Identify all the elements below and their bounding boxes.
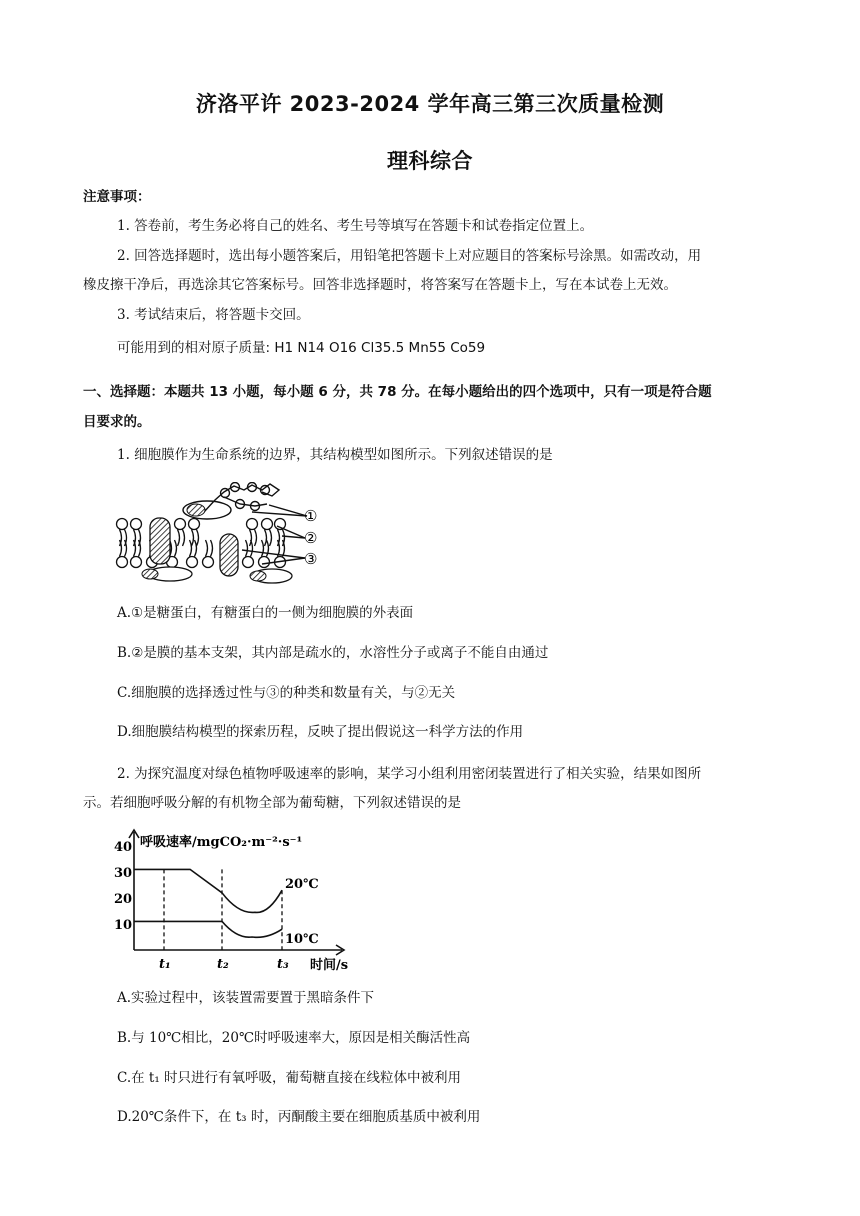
q1-option-c: C.细胞膜的选择透过性与③的种类和数量有关，与②无关 (117, 685, 456, 701)
section-heading: 一、选择题：本题共 13 小题，每小题 6 分，共 78 分。在每小题给出的四个选项中，只有一项是符合题 (83, 384, 712, 400)
lipid-tail (125, 540, 127, 557)
respiration-chart (112, 826, 362, 974)
y-axis-label: 呼吸速率/mgCO₂·m⁻²·s⁻¹ (140, 835, 303, 850)
q2-option-a: A.实验过程中，该装置需要置于黑暗条件下 (117, 990, 375, 1006)
q2-option-d: D.20℃条件下，在 t₃ 时，丙酮酸主要在细胞质基质中被利用 (117, 1109, 481, 1125)
series-label: 20℃ (285, 877, 319, 893)
lipid-head (259, 557, 270, 568)
lipid-head (203, 557, 214, 568)
label-1: ① (304, 507, 318, 525)
lipid-head (117, 519, 128, 530)
lipid-tail (183, 530, 185, 547)
series-line-1 (134, 921, 282, 937)
page-subtitle: 理科综合 (387, 149, 473, 173)
lipid-head (187, 557, 198, 568)
q2-option-b: B.与 10℃相比，20℃时呼吸速率大，原因是相关酶活性高 (117, 1030, 471, 1046)
lipid-tail (195, 540, 197, 557)
lipid-head (262, 519, 273, 530)
y-tick-label: 40 (114, 840, 133, 855)
q1-option-a: A.①是糖蛋白，有糖蛋白的一侧为细胞膜的外表面 (117, 605, 414, 621)
q1-option-d: D.细胞膜结构模型的探索历程，反映了提出假说这一科学方法的作用 (117, 724, 524, 740)
q2-option-c: C.在 t₁ 时只进行有氧呼吸，葡萄糖直接在线粒体中被利用 (117, 1070, 462, 1086)
lipid-tail (255, 530, 257, 547)
x-axis-label: 时间/s (310, 958, 349, 973)
lipid-tail (265, 530, 267, 547)
y-tick-label: 10 (114, 918, 133, 933)
series-line-0 (134, 869, 282, 912)
page-title: 济洛平许 2023-2024 学年高三第三次质量检测 (195, 92, 665, 116)
cell-membrane-diagram (112, 482, 327, 590)
q2-stem: 2. 为探究温度对绿色植物呼吸速率的影响，某学习小组利用密闭装置进行了相关实验，结果如图所 (117, 766, 702, 782)
q2-stem-cont: 示。若细胞呼吸分解的有机物全部为葡萄糖，下列叙述错误的是 (83, 795, 461, 811)
lipid-tail (267, 540, 269, 557)
x-tick-label: t₁ (159, 957, 171, 972)
lipid-tail (197, 530, 199, 547)
notice-item-1: 1. 答卷前，考生务必将自己的姓名、考生号等填写在答题卡和试卷指定位置上。 (117, 218, 594, 234)
lipid-tail (178, 530, 180, 547)
lipid-tail (283, 540, 285, 557)
lipid-tail (246, 540, 248, 557)
q1-option-b: B.②是膜的基本支架，其内部是疏水的，水溶性分子或离子不能自由通过 (117, 645, 549, 661)
lipid-tail (134, 540, 136, 557)
notice-item-2: 2. 回答选择题时，选出每小题答案后，用铅笔把答题卡上对应题目的答案标号涂黑。如需改动，用 (117, 248, 702, 264)
lipid-tail (192, 530, 194, 547)
notice-heading: 注意事项： (83, 189, 151, 205)
lipid-tail (139, 540, 141, 557)
series-label: 10℃ (285, 932, 319, 948)
lipid-tail (262, 540, 264, 557)
lipid-head (117, 557, 128, 568)
lipid-head (131, 519, 142, 530)
notice-item-3: 3. 考试结束后，将答题卡交回。 (117, 307, 310, 323)
x-tick-label: t₃ (277, 957, 289, 972)
lipid-tail (206, 540, 208, 557)
lipid-tail (175, 540, 177, 557)
lipid-head (243, 557, 254, 568)
lipid-tail (211, 540, 213, 557)
lipid-head (189, 519, 200, 530)
lipid-tail (270, 530, 272, 547)
label-3: ③ (304, 550, 318, 568)
x-tick-label: t₂ (217, 957, 229, 972)
atomic-mass-line: 可能用到的相对原子质量: H1 N14 O16 Cl35.5 Mn55 Co59 (117, 340, 486, 356)
q1-stem: 1. 细胞膜作为生命系统的边界，其结构模型如图所示。下列叙述错误的是 (117, 447, 553, 463)
lipid-head (175, 519, 186, 530)
lipid-head (131, 557, 142, 568)
lipid-head (247, 519, 258, 530)
section-heading-cont: 目要求的。 (83, 414, 151, 430)
label-2: ② (304, 529, 318, 547)
lipid-tail (190, 540, 192, 557)
lipid-tail (120, 540, 122, 557)
y-tick-label: 30 (114, 866, 133, 881)
notice-item-2-cont: 橡皮擦干净后，再选涂其它答案标号。回答非选择题时，将答案写在答题卡上，写在本试卷上无效。 (83, 277, 677, 293)
y-tick-label: 20 (114, 892, 133, 907)
